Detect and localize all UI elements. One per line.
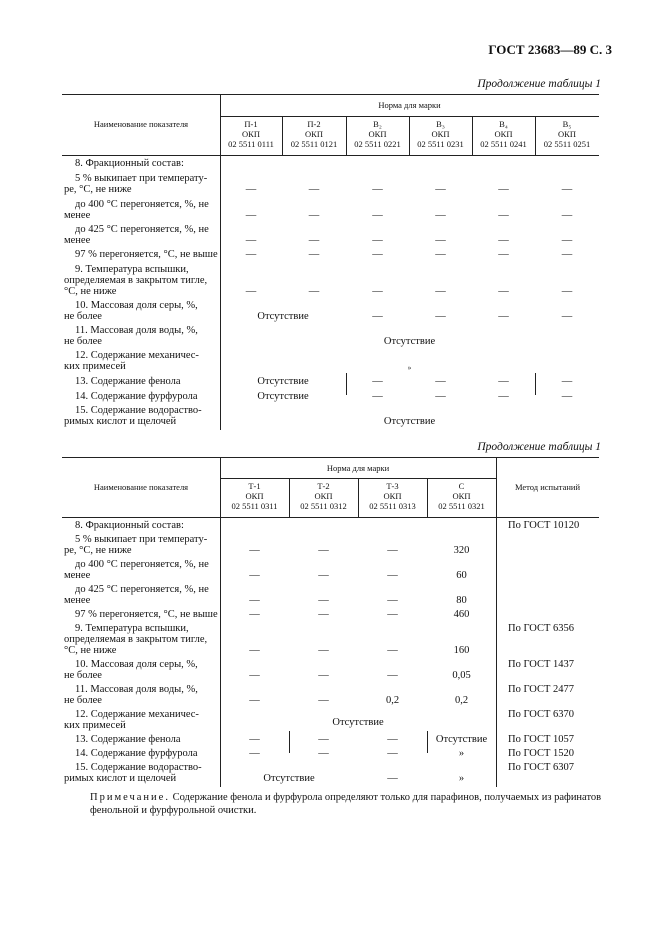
cell-value: — — [387, 748, 398, 759]
cell-value: — — [249, 734, 260, 745]
table-note — [90, 791, 610, 817]
grade-header: Т-2 ОКП 02 5511 0312 — [300, 481, 347, 511]
row-label: 11. Массовая доля воды, %, — [75, 684, 198, 695]
row-label: определяемая в закрытом тигле, — [64, 275, 208, 286]
cell-value: Отсутствие — [383, 416, 436, 427]
grade-header: Т-3 ОКП 02 5511 0313 — [369, 481, 416, 511]
cell-value: — — [318, 545, 329, 556]
cell-value: Отсутствие — [435, 734, 488, 745]
row-label: ре, °С, не ниже — [64, 184, 132, 195]
cell-value: — — [561, 391, 573, 402]
grade-header: В₄ ОКП 02 5511 0241 — [480, 119, 527, 149]
row-label: 11. Массовая доля воды, %, — [75, 325, 198, 336]
cell-value: — — [372, 249, 383, 260]
cell-value: » — [458, 773, 465, 784]
cell-value: — — [387, 595, 398, 606]
row-label: 14. Содержание фурфурола — [75, 748, 198, 759]
row-label: не более — [64, 336, 102, 347]
cell-value: — — [308, 210, 320, 221]
row-label: определяемая в закрытом тигле, — [64, 634, 208, 645]
cell-value: — — [498, 391, 509, 402]
cell-value: — — [435, 235, 446, 246]
column-header-indicator: Наименование показателя — [93, 119, 189, 129]
cell-value: — — [308, 286, 320, 297]
row-label: не более — [64, 311, 102, 322]
table-continuation-label: Продолжение таблицы 1 — [477, 441, 601, 453]
cell-value: Отсутствие — [257, 391, 309, 402]
note-label: Примечание. — [90, 792, 170, 803]
cell-value: — — [245, 235, 257, 246]
cell-value: — — [308, 184, 320, 195]
cell-value: — — [435, 311, 446, 322]
row-label: менее — [64, 235, 91, 246]
cell-value: — — [245, 210, 257, 221]
cell-value: — — [561, 311, 573, 322]
cell-value: — — [372, 376, 383, 387]
cell-value: — — [308, 249, 320, 260]
cell-value: — — [318, 734, 329, 745]
cell-value: — — [387, 773, 398, 784]
row-label: 9. Температура вспышки, — [75, 264, 189, 275]
cell-value: 60 — [456, 570, 467, 581]
cell-value: — — [387, 545, 398, 556]
row-label: 13. Содержание фенола — [75, 376, 181, 387]
row-label: до 425 °С перегоняется, %, не — [75, 584, 209, 595]
cell-value: 460 — [453, 609, 470, 620]
row-label: 97 % перегоняется, °С, не выше — [75, 609, 218, 620]
note-text: Содержание фенола и фурфурола определяют только для парафинов, получаемых из рафинатов фенольной и фурфурольной очистки. — [90, 792, 602, 816]
grade-header: В₃ ОКП 02 5511 0231 — [417, 119, 464, 149]
cell-value: — — [498, 249, 509, 260]
method-value: По ГОСТ 1057 — [508, 734, 575, 745]
row-label: римых кислот и щелочей — [64, 416, 177, 427]
cell-value: » — [407, 364, 412, 372]
row-label: 9. Температура вспышки, — [75, 623, 189, 634]
row-label: менее — [64, 595, 91, 606]
row-label: 8. Фракционный состав: — [75, 520, 184, 531]
row-label: 12. Содержание механичес- — [75, 350, 199, 361]
cell-value: — — [249, 695, 260, 706]
cell-value: — — [435, 286, 446, 297]
cell-value: — — [372, 286, 383, 297]
cell-value: — — [561, 210, 573, 221]
cell-value: — — [561, 184, 573, 195]
row-label: 14. Содержание фурфурола — [75, 391, 198, 402]
cell-value: — — [435, 391, 446, 402]
cell-value: — — [249, 570, 260, 581]
grade-header: С ОКП 02 5511 0321 — [438, 481, 485, 511]
cell-value: 80 — [456, 595, 467, 606]
grade-header: П-2 ОКП 02 5511 0121 — [290, 119, 338, 149]
cell-value: — — [245, 249, 257, 260]
grade-header: В₂ ОКП 02 5511 0221 — [354, 119, 401, 149]
cell-value: — — [249, 545, 260, 556]
method-value: По ГОСТ 6356 — [508, 623, 575, 634]
grade-header: Т-1 ОКП 02 5511 0311 — [231, 481, 278, 511]
method-value: По ГОСТ 6370 — [508, 709, 575, 720]
cell-value: — — [387, 609, 398, 620]
cell-value: — — [498, 184, 509, 195]
cell-value: — — [561, 249, 573, 260]
cell-value: — — [249, 645, 260, 656]
cell-value: — — [561, 235, 573, 246]
row-label: не более — [64, 670, 102, 681]
cell-value: — — [249, 595, 260, 606]
row-label: менее — [64, 210, 91, 221]
cell-value: — — [435, 376, 446, 387]
row-label: до 425 °С перегоняется, %, не — [75, 224, 209, 235]
method-value: По ГОСТ 2477 — [508, 684, 575, 695]
row-label: ре, °С, не ниже — [64, 545, 132, 556]
cell-value: » — [458, 748, 465, 759]
table-continuation-label: Продолжение таблицы 1 — [477, 78, 601, 90]
cell-value: — — [245, 286, 257, 297]
page-header: ГОСТ 23683—89 С. 3 — [488, 42, 612, 57]
cell-value: Отсутствие — [383, 336, 436, 347]
row-label: ких примесей — [64, 720, 126, 731]
cell-value: — — [372, 235, 383, 246]
cell-value: — — [561, 286, 573, 297]
cell-value: — — [318, 748, 329, 759]
cell-value: 0,05 — [452, 670, 471, 681]
method-value: По ГОСТ 1520 — [508, 748, 575, 759]
cell-value: — — [498, 376, 509, 387]
cell-value: — — [498, 210, 509, 221]
cell-value: Отсутствие — [257, 311, 309, 322]
cell-value: 0,2 — [385, 695, 400, 706]
cell-value: — — [435, 184, 446, 195]
row-label: 97 % перегоняется, °С, не выше — [75, 249, 218, 260]
row-label: °С, не ниже — [64, 645, 117, 656]
cell-value: Отсутствие — [263, 773, 315, 784]
cell-value: — — [372, 311, 383, 322]
cell-value: — — [318, 595, 329, 606]
cell-value: — — [498, 286, 509, 297]
row-label: 5 % выкипает при температу- — [75, 173, 208, 184]
cell-value: — — [372, 184, 383, 195]
row-label: 12. Содержание механичес- — [75, 709, 199, 720]
row-label: римых кислот и щелочей — [64, 773, 177, 784]
cell-value: — — [318, 609, 329, 620]
row-label: до 400 °С перегоняется, %, не — [75, 199, 209, 210]
cell-value: — — [318, 695, 329, 706]
row-label: менее — [64, 570, 91, 581]
cell-value: — — [498, 235, 509, 246]
cell-value: — — [245, 184, 257, 195]
cell-value: — — [318, 670, 329, 681]
cell-value: — — [387, 645, 398, 656]
cell-value: 160 — [453, 645, 470, 656]
grade-header: В₅ ОКП 02 5511 0251 — [543, 119, 591, 149]
cell-value: — — [308, 235, 320, 246]
column-header-norm: Норма для марки — [326, 463, 390, 473]
row-label: до 400 °С перегоняется, %, не — [75, 559, 209, 570]
column-header-indicator: Наименование показателя — [93, 482, 189, 492]
cell-value: 0,2 — [454, 695, 469, 706]
row-label: не более — [64, 695, 102, 706]
cell-value: Отсутствие — [257, 376, 309, 387]
row-label: ких примесей — [64, 361, 126, 372]
method-value: По ГОСТ 1437 — [508, 659, 575, 670]
cell-value: — — [318, 645, 329, 656]
cell-value: — — [372, 391, 383, 402]
cell-value: — — [435, 249, 446, 260]
cell-value: — — [387, 670, 398, 681]
cell-value: Отсутствие — [332, 717, 384, 728]
cell-value: — — [435, 210, 446, 221]
method-value: По ГОСТ 6307 — [508, 762, 575, 773]
cell-value: — — [249, 748, 260, 759]
cell-value: — — [318, 570, 329, 581]
cell-value: — — [249, 670, 260, 681]
row-label: 15. Содержание водораство- — [75, 762, 202, 773]
cell-value: — — [249, 609, 260, 620]
cell-value: — — [387, 570, 398, 581]
cell-value: — — [561, 376, 573, 387]
row-label: 15. Содержание водораство- — [75, 405, 202, 416]
row-label: 10. Массовая доля серы, %, — [75, 300, 198, 311]
cell-value: 320 — [453, 545, 470, 556]
cell-value: — — [387, 734, 398, 745]
row-label: 5 % выкипает при температу- — [75, 534, 208, 545]
row-label: 13. Содержание фенола — [75, 734, 181, 745]
row-label: 10. Массовая доля серы, %, — [75, 659, 198, 670]
cell-value: — — [498, 311, 509, 322]
column-header-norm: Норма для марки — [378, 100, 441, 110]
row-label: °С, не ниже — [64, 286, 117, 297]
column-header-method: Метод испытаний — [514, 482, 581, 492]
grade-header: П-1 ОКП 02 5511 0111 — [228, 119, 274, 149]
row-label: 8. Фракционный состав: — [75, 158, 184, 169]
method-value: По ГОСТ 10120 — [508, 520, 580, 531]
cell-value: — — [372, 210, 383, 221]
